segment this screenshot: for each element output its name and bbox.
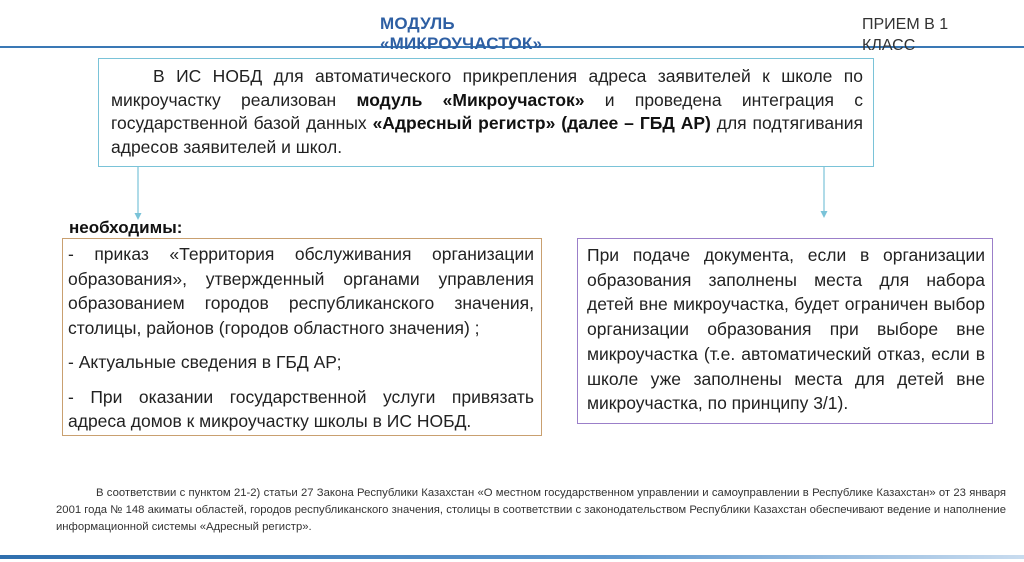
section-label-line-1: ПРИЕМ В 1 (862, 16, 949, 33)
requirements-label: необходимы: (69, 218, 183, 237)
footer-bar (0, 555, 1024, 559)
requirement-item: - При оказании государственной услуги привязать адреса домов к микроучастку школы в ИС НОБД. (68, 386, 534, 431)
page-title (380, 14, 640, 54)
requirements-list (68, 242, 534, 444)
requirement-item: - Актуальные сведения в ГБД АР; (68, 352, 342, 372)
module-name: модуль «Микроучасток» (356, 89, 585, 110)
title-line-2: «МИКРОУЧАСТОК» (380, 34, 543, 53)
footnote (56, 485, 1006, 536)
footnote-text: В соответствии с пунктом 21-2) статьи 27 Закона Республики Казахстан «О местном государственном управлении и самоуправлении в Республике Казахстан» от 23 января 2001 года № 148 акиматы областей, городов республиканского значения, столицы в соответствии с законодательством Республики Казахстан обеспечивают ведение и наполнение информационной системы «Адресный регистр». (56, 487, 1006, 533)
section-label-line-2: КЛАСС (862, 37, 916, 54)
section-label (862, 14, 1012, 56)
requirement-item: - приказ «Территория обслуживания организации образования», утвержденный органами управления образованием городов республиканского значения, столицы, районов (городов областного значения) ; (68, 244, 534, 338)
arrow-down-left (133, 167, 143, 221)
registry-name: «Адресный регистр» (далее – ГБД АР) (372, 113, 711, 133)
arrow-down-right (819, 167, 829, 219)
intro-box (98, 58, 874, 167)
title-line-1: МОДУЛЬ (380, 14, 455, 33)
note-text: При подаче документа, если в организации образования заполнены места для набора детей вне микроучастка, будет ограничен выбор организации образования при выборе вне микроучастка (т.е. автоматический отказ, если в школе уже заполнены места для детей вне микроучастка, по принципу 3/1). (587, 245, 985, 414)
intro-paragraph: В ИС НОБД для автоматического прикрепления адреса заявителей к школе по микроучастку реализован модуль «Микроучасток» и проведена интеграция с государственной базой данных «Адресный регистр» (далее – ГБД АР) для подтягивания адресов заявителей и школ. (111, 66, 863, 157)
